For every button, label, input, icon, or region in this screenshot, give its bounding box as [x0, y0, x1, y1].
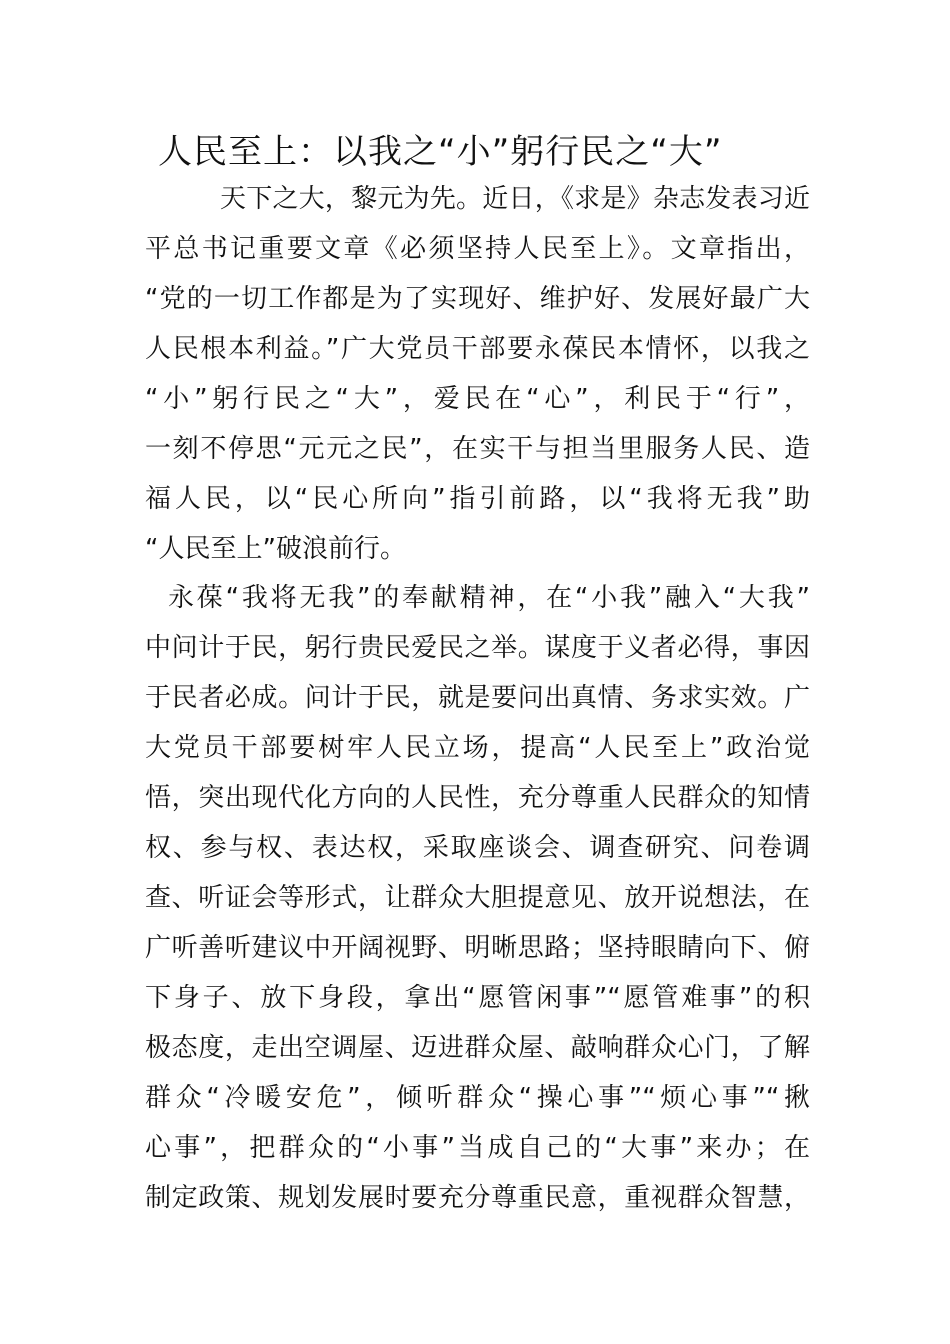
paragraph-2-line-4: 大党员干部要树牢人民立场，提高“人民至上”政治觉: [145, 733, 810, 763]
paragraph-2-line-10: 极态度，走出空调屋、迈进群众屋、敲响群众心门，了解: [145, 1033, 810, 1063]
paragraph-2-line-7: 查、听证会等形式，让群众大胆提意见、放开说想法，在: [145, 883, 810, 913]
paragraph-1-line-5: “小”躬行民之“大”，爱民在“心”，利民于“行”，: [145, 384, 810, 414]
paragraph-1-line-2: 平总书记重要文章《必须坚持人民至上》。文章指出，: [145, 234, 810, 264]
paragraph-2-line-1: 永葆“我将无我”的奉献精神，在“小我”融入“大我”: [168, 583, 810, 613]
paragraph-2-line-2: 中问计于民，躬行贵民爱民之举。谋度于义者必得，事因: [145, 633, 810, 663]
paragraph-1-line-8: “人民至上”破浪前行。: [145, 534, 406, 564]
paragraph-2-line-5: 悟，突出现代化方向的人民性，充分尊重人民群众的知情: [145, 783, 810, 813]
paragraph-1-line-4: 人民根本利益。”广大党员干部要永葆民本情怀，以我之: [145, 334, 810, 364]
paragraph-1-line-7: 福人民，以“民心所向”指引前路，以“我将无我”助: [145, 484, 810, 514]
paragraph-2-line-6: 权、参与权、表达权，采取座谈会、调查研究、问卷调: [145, 833, 810, 863]
paragraph-2-line-3: 于民者必成。问计于民，就是要问出真情、务求实效。广: [145, 683, 810, 713]
paragraph-1-line-3: “党的一切工作都是为了实现好、维护好、发展好最广大: [145, 284, 810, 314]
paragraph-2-line-9: 下身子、放下身段，拿出“愿管闲事”“愿管难事”的积: [145, 983, 810, 1013]
paragraph-2-line-13: 制定政策、规划发展时要充分尊重民意，重视群众智慧，: [145, 1183, 810, 1213]
paragraph-2-line-12: 心事”，把群众的“小事”当成自己的“大事”来办；在: [145, 1133, 810, 1163]
article-title: 人民至上：以我之“小”躬行民之“大”: [158, 132, 723, 172]
paragraph-2-line-8: 广听善听建议中开阔视野、明晰思路；坚持眼睛向下、俯: [145, 933, 810, 963]
paragraph-1-line-6: 一刻不停思“元元之民”，在实干与担当里服务人民、造: [145, 434, 810, 464]
paragraph-2-line-11: 群众“冷暖安危”，倾听群众“操心事”“烦心事”“揪: [145, 1083, 810, 1113]
paragraph-1-line-1: 天下之大，黎元为先。近日，《求是》杂志发表习近: [220, 184, 810, 214]
